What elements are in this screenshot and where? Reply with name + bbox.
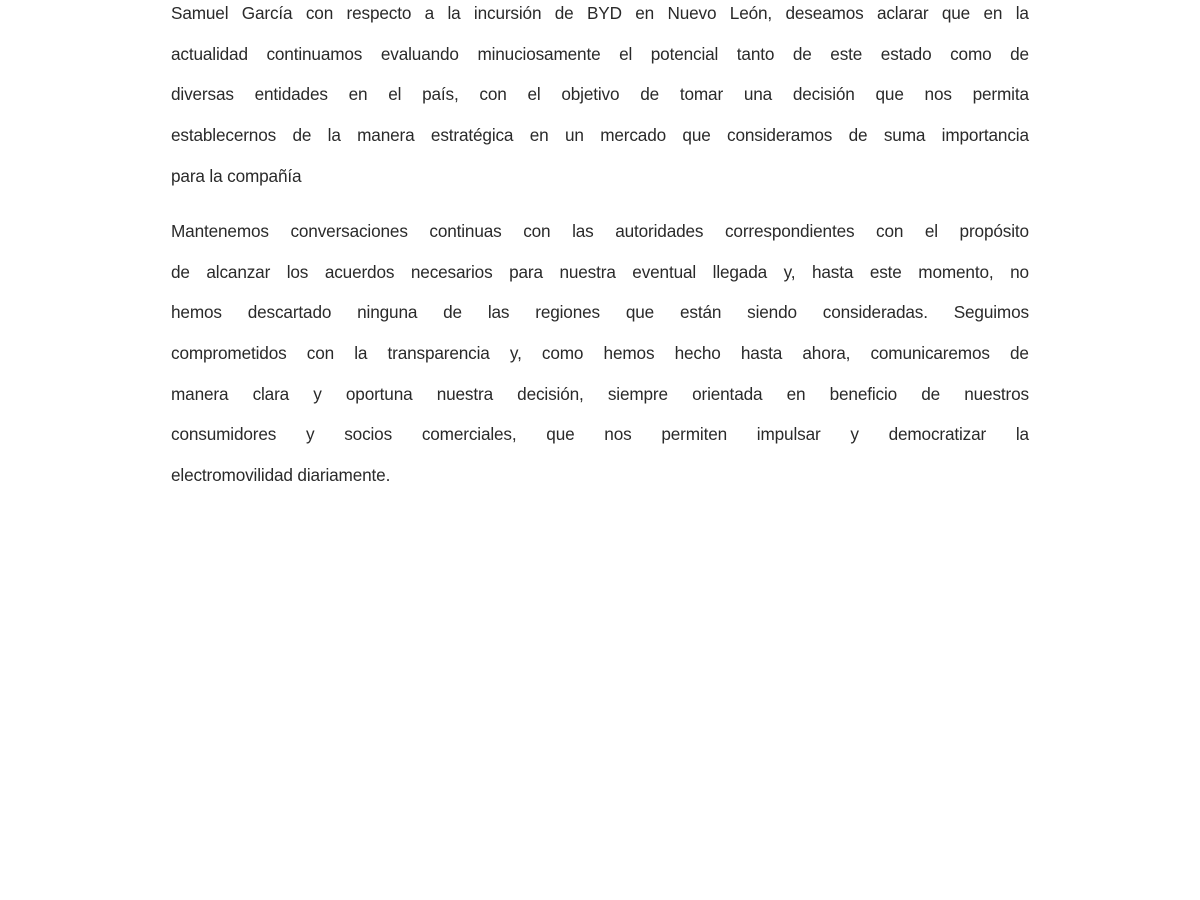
text-line: electromovilidad diariamente. — [171, 465, 391, 486]
text-line: hemos descartado ninguna de las regiones que están siendo consideradas. Seguimos — [171, 302, 1029, 323]
text-line: consumidores y socios comerciales, que nos permiten impulsar y democratizar la — [171, 424, 1029, 445]
paragraph-statement-commitment — [171, 218, 1029, 503]
text-line: de alcanzar los acuerdos necesarios para nuestra eventual llegada y, hasta este momento, no — [171, 261, 1029, 282]
text-line: para la compañía — [171, 165, 302, 186]
text-line: manera clara y oportuna nuestra decisión, siempre orientada en beneficio de nuestros — [171, 383, 1029, 404]
text-line: Samuel García con respecto a la incursión de BYD en Nuevo León, deseamos aclarar que en la — [171, 3, 1029, 23]
text-line: comprometidos con la transparencia y, como hemos hecho hasta ahora, comunicaremos de — [171, 343, 1029, 364]
text-line: actualidad continuamos evaluando minuciosamente el potencial tanto de este estado como de — [171, 43, 1029, 64]
text-line: diversas entidades en el país, con el objetivo de tomar una decisión que nos permita — [171, 84, 1029, 105]
paragraph-statement-evaluation — [171, 0, 1029, 203]
text-line: Mantenemos conversaciones continuas con las autoridades correspondientes con el propósito — [171, 221, 1029, 241]
text-line: establecernos de la manera estratégica en un mercado que consideramos de suma importancia — [171, 125, 1029, 146]
